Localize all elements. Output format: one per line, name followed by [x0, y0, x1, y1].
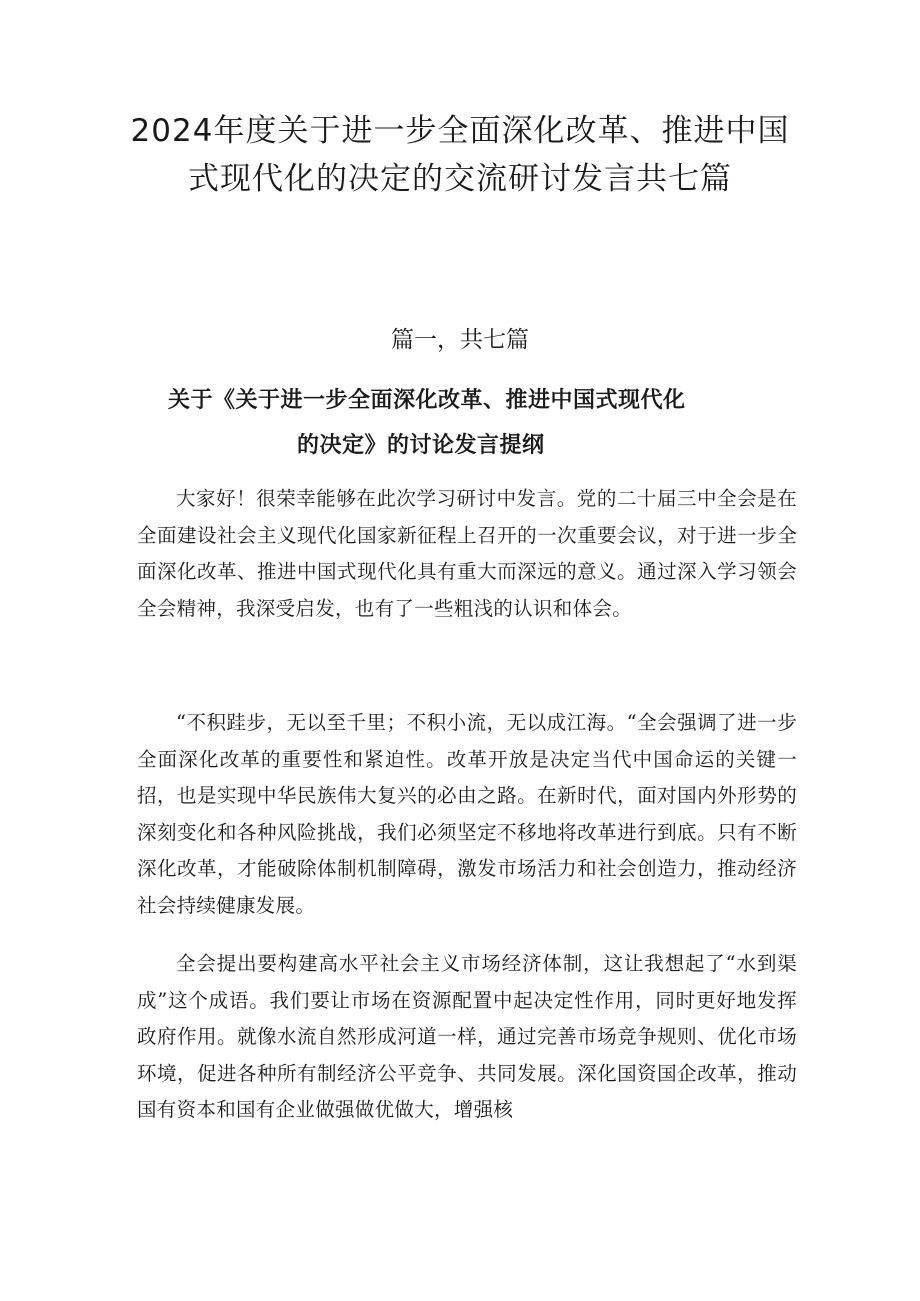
- speech-outline-subtitle: [168, 378, 808, 468]
- subtitle-line-2: 的决定》的讨论发言提纲: [297, 432, 545, 458]
- body-paragraph-2: “不积跬步，无以至千里；不积小流，无以成江海。“全会强调了进一步全面深化改革的重要性和紧迫性。改革开放是决定当代中国命运的关键一招，也是实现中华民族伟大复兴的必由之路。在新时代，面对国内外形势的深刻变化和各种风险挑战，我们必须坚定不移地将改革进行到底。只有不断深化改革，才能破除体制机制障碍，激发市场活力和社会创造力，推动经济社会持续健康发展。: [137, 711, 797, 917]
- body-paragraph-1: 大家好！很荣幸能够在此次学习研讨中发言。党的二十届三中全会是在全面建设社会主义现代化国家新征程上召开的一次重要会议，对于进一步全面深化改革、推进中国式现代化具有重大而深远的意义。通过深入学习领会全会精神，我深受启发，也有了一些粗浅的认识和体会。: [137, 487, 797, 620]
- section-heading: 篇一，共七篇: [391, 327, 529, 353]
- document-title: 2024年度关于进一步全面深化改革、推进中国式现代化的决定的交流研讨发言共七篇: [130, 113, 790, 197]
- body-paragraph-3: 全会提出要构建高水平社会主义市场经济体制，这让我想起了“水到渠成”这个成语。我们要让市场在资源配置中起决定性作用，同时更好地发挥政府作用。就像水流自然形成河道一样，通过完善市场竞争规则、优化市场环境，促进各种所有制经济公平竞争、共同发展。深化国资国企改革，推动国有资本和国有企业做强做优做大，增强核: [137, 952, 797, 1121]
- subtitle-line-1: 关于《关于进一步全面深化改革、推进中国式现代化: [168, 387, 686, 413]
